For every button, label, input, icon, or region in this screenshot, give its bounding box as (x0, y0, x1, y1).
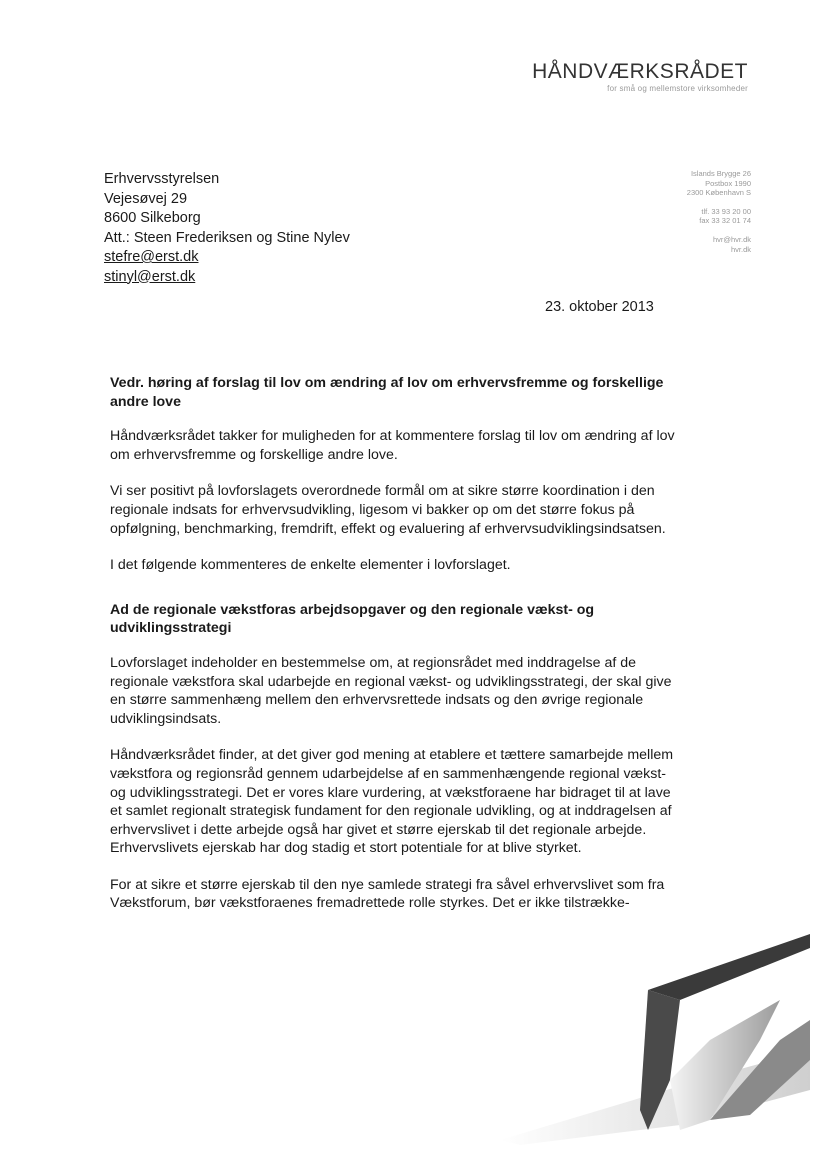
ribbon-dark-band (648, 934, 810, 1000)
letter-body (110, 374, 680, 931)
logo-tagline: for små og mellemstore virksomheder (607, 84, 748, 93)
recipient-street: Vejesøvej 29 (104, 190, 188, 207)
recipient-email-1[interactable]: stefre@erst.dk (104, 249, 199, 265)
sender-phone: tlf. 33 93 20 00 (701, 206, 751, 216)
sender-address-line1: Islands Brygge 26 (690, 169, 751, 178)
logo-name: HÅNDVÆRKSRÅDET (532, 60, 748, 83)
paragraph-3: I det følgende kommenteres de enkelte elementer i lovforslaget. (110, 557, 511, 574)
letter-subject: Vedr. høring af forslag til lov om ændring af lov om erhvervsfremme og forskellige andre love (110, 375, 664, 410)
paragraph-6: For at sikre et større ejerskab til den nye samlede strategi fra såvel erhvervslivet som fra Vækstforum, bør vækstforaenes fremadrettede rolle styrkes. Det er ikke tilstrække- (110, 876, 665, 912)
paragraph-1: Håndværksrådet takker for muligheden for at kommentere forslag til lov om ændring af lov om erhvervsfremme og forskellige andre love. (110, 428, 675, 463)
recipient-city: 8600 Silkeborg (104, 210, 201, 226)
sender-address-line3: 2300 København S (686, 188, 751, 198)
recipient-address-block (104, 170, 350, 287)
letter-date: 23. oktober 2013 (545, 299, 654, 315)
sender-email[interactable]: hvr@hvr.dk (712, 234, 751, 244)
recipient-email-2[interactable]: stinyl@erst.dk (104, 268, 196, 285)
recipient-name: Erhvervsstyrelsen (104, 171, 220, 187)
sender-web[interactable]: hvr.dk (730, 244, 751, 254)
decorative-ribbon-graphic (480, 930, 810, 1150)
section-heading: Ad de regionale vækstforas arbejdsopgaver og den regionale vækst- og udviklingsstrategi (110, 601, 595, 637)
paragraph-4: Lovforslaget indeholder en bestemmelse om, at regionsrådet med inddragelse af de regionale vækstfora skal udarbejde en regional vækst- og udviklingsstrategi, der skal give en større sammenhæng mellem den erhvervsrettede indsats og den øvrige regionale udviklingsindsats. (110, 654, 672, 727)
sender-address-block (687, 169, 751, 254)
sender-address-line2: Postbox 1990 (705, 178, 751, 188)
sender-fax: fax 33 32 01 74 (699, 216, 751, 226)
company-logo (532, 60, 748, 93)
paragraph-2: Vi ser positivt på lovforslagets overordnede formål om at sikre større koordination i den regionale indsats for erhvervsudvikling, ligesom vi bakker op om det større fokus på opfølgning, benchmarking, fremdrift, effekt og evaluering af erhvervsudviklingsindsatsen. (110, 483, 666, 537)
paragraph-5: Håndværksrådet finder, at det giver god mening at etablere et tættere samarbejde mellem vækstfora og regionsråd gennem udarbejdelse af en sammenhængende regional vækst- og udviklingsstrategi. Det er vores klare vurdering, at vækstforaene har bidraget til at lave et samlet regionalt strategisk fundament for den regionale udvikling, og at inddragelsen af erhvervslivet i dette arbejde også har givet et større ejerskab til det regionale arbejde. Erhvervslivets ejerskab har dog stadig et stort potentiale for at blive styrket. (110, 747, 674, 857)
recipient-attention: Att.: Steen Frederiksen og Stine Nylev (104, 229, 350, 246)
